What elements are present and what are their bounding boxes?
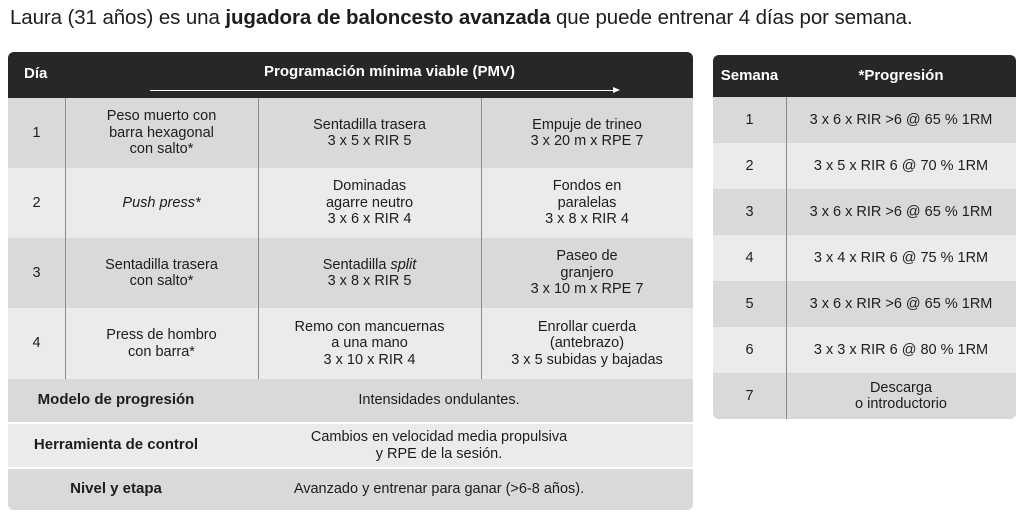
week-cell: 3 <box>745 203 754 220</box>
exercise-cell: Sentadilla trasera con salto* <box>105 256 218 289</box>
week-cell: 6 <box>745 341 754 358</box>
week-cell: 7 <box>745 387 754 404</box>
table-row <box>713 235 1016 281</box>
exercise-cell: Empuje de trineo 3 x 20 m x RPE 7 <box>530 116 644 149</box>
week-cell: 4 <box>745 249 754 266</box>
row-divider <box>8 422 693 424</box>
page-title <box>10 6 1014 30</box>
header-program: Programación mínima viable (PMV) <box>264 63 515 80</box>
progression-table <box>713 55 1016 419</box>
table-row <box>713 189 1016 235</box>
day-cell: 4 <box>32 335 41 352</box>
week-cell: 1 <box>745 111 754 128</box>
exercise-cell: Enrollar cuerda (antebrazo) 3 x 5 subidas y bajadas <box>511 318 663 368</box>
day-cell: 2 <box>32 194 41 211</box>
exercise-text: Sentadilla <box>322 256 391 273</box>
week-cell: 2 <box>745 157 754 174</box>
header-day: Día <box>24 65 48 82</box>
footer-label: Herramienta de control <box>33 436 199 454</box>
footer-row <box>8 379 693 422</box>
footer-value: Avanzado y entrenar para ganar (>6-8 años). <box>293 481 585 498</box>
week-cell: 5 <box>745 295 754 312</box>
header-progression: *Progresión <box>858 67 944 84</box>
progression-cell: 3 x 6 x RIR >6 @ 65 % 1RM <box>809 203 993 220</box>
table-row <box>8 168 693 238</box>
footer-value: Intensidades ondulantes. <box>358 392 520 409</box>
header-arrow <box>150 90 618 91</box>
title-part-1: Laura (31 años) es una <box>10 6 226 29</box>
column-divider <box>786 97 787 419</box>
program-table <box>8 52 693 510</box>
progression-cell: Descarga o introductorio <box>855 379 947 412</box>
table-row <box>713 373 1016 419</box>
table-row <box>8 238 693 308</box>
exercise-cell: Remo con mancuernas a una mano 3 x 10 x RIR 4 <box>294 318 445 368</box>
exercise-dose: 3 x 8 x RIR 5 <box>327 273 412 289</box>
table-row <box>8 98 693 168</box>
table-row <box>713 327 1016 373</box>
title-bold: jugadora de baloncesto avanzada <box>225 6 551 29</box>
progression-table-header <box>713 55 1016 97</box>
column-divider <box>65 98 66 379</box>
footer-row <box>8 469 693 510</box>
table-row <box>713 281 1016 327</box>
day-cell: 3 <box>32 264 41 281</box>
column-divider <box>258 98 259 379</box>
title-part-2: que puede entrenar 4 días por semana. <box>550 6 913 29</box>
column-divider <box>481 98 482 379</box>
program-table-header <box>8 52 693 98</box>
exercise-cell: Push press* <box>122 194 201 211</box>
header-week: Semana <box>720 67 779 84</box>
exercise-cell: Peso muerto con barra hexagonal con salto* <box>106 108 217 158</box>
exercise-line <box>323 257 417 274</box>
footer-label: Nivel y etapa <box>70 480 162 498</box>
exercise-cell: Sentadilla trasera 3 x 5 x RIR 5 <box>313 116 426 149</box>
exercise-cell: Press de hombro con barra* <box>106 327 217 360</box>
progression-cell: 3 x 5 x RIR 6 @ 70 % 1RM <box>813 157 989 174</box>
footer-value: Cambios en velocidad media propulsiva y RPE de la sesión. <box>310 429 568 462</box>
row-divider <box>8 467 693 469</box>
footer-row <box>8 424 693 467</box>
exercise-cell <box>258 238 481 308</box>
table-row <box>713 97 1016 143</box>
progression-cell: 3 x 3 x RIR 6 @ 80 % 1RM <box>813 341 989 358</box>
exercise-cell: Dominadas agarre neutro 3 x 6 x RIR 4 <box>325 178 414 228</box>
footer-label: Modelo de progresión <box>37 391 195 409</box>
exercise-text-italic: split <box>390 256 417 273</box>
progression-cell: 3 x 6 x RIR >6 @ 65 % 1RM <box>809 295 993 312</box>
exercise-cell: Fondos en paralelas 3 x 8 x RIR 4 <box>545 178 629 228</box>
day-cell: 1 <box>32 124 41 141</box>
table-row <box>713 143 1016 189</box>
table-row <box>8 308 693 379</box>
progression-cell: 3 x 6 x RIR >6 @ 65 % 1RM <box>809 111 993 128</box>
exercise-cell: Paseo de granjero 3 x 10 m x RPE 7 <box>530 248 644 298</box>
progression-cell: 3 x 4 x RIR 6 @ 75 % 1RM <box>813 249 989 266</box>
